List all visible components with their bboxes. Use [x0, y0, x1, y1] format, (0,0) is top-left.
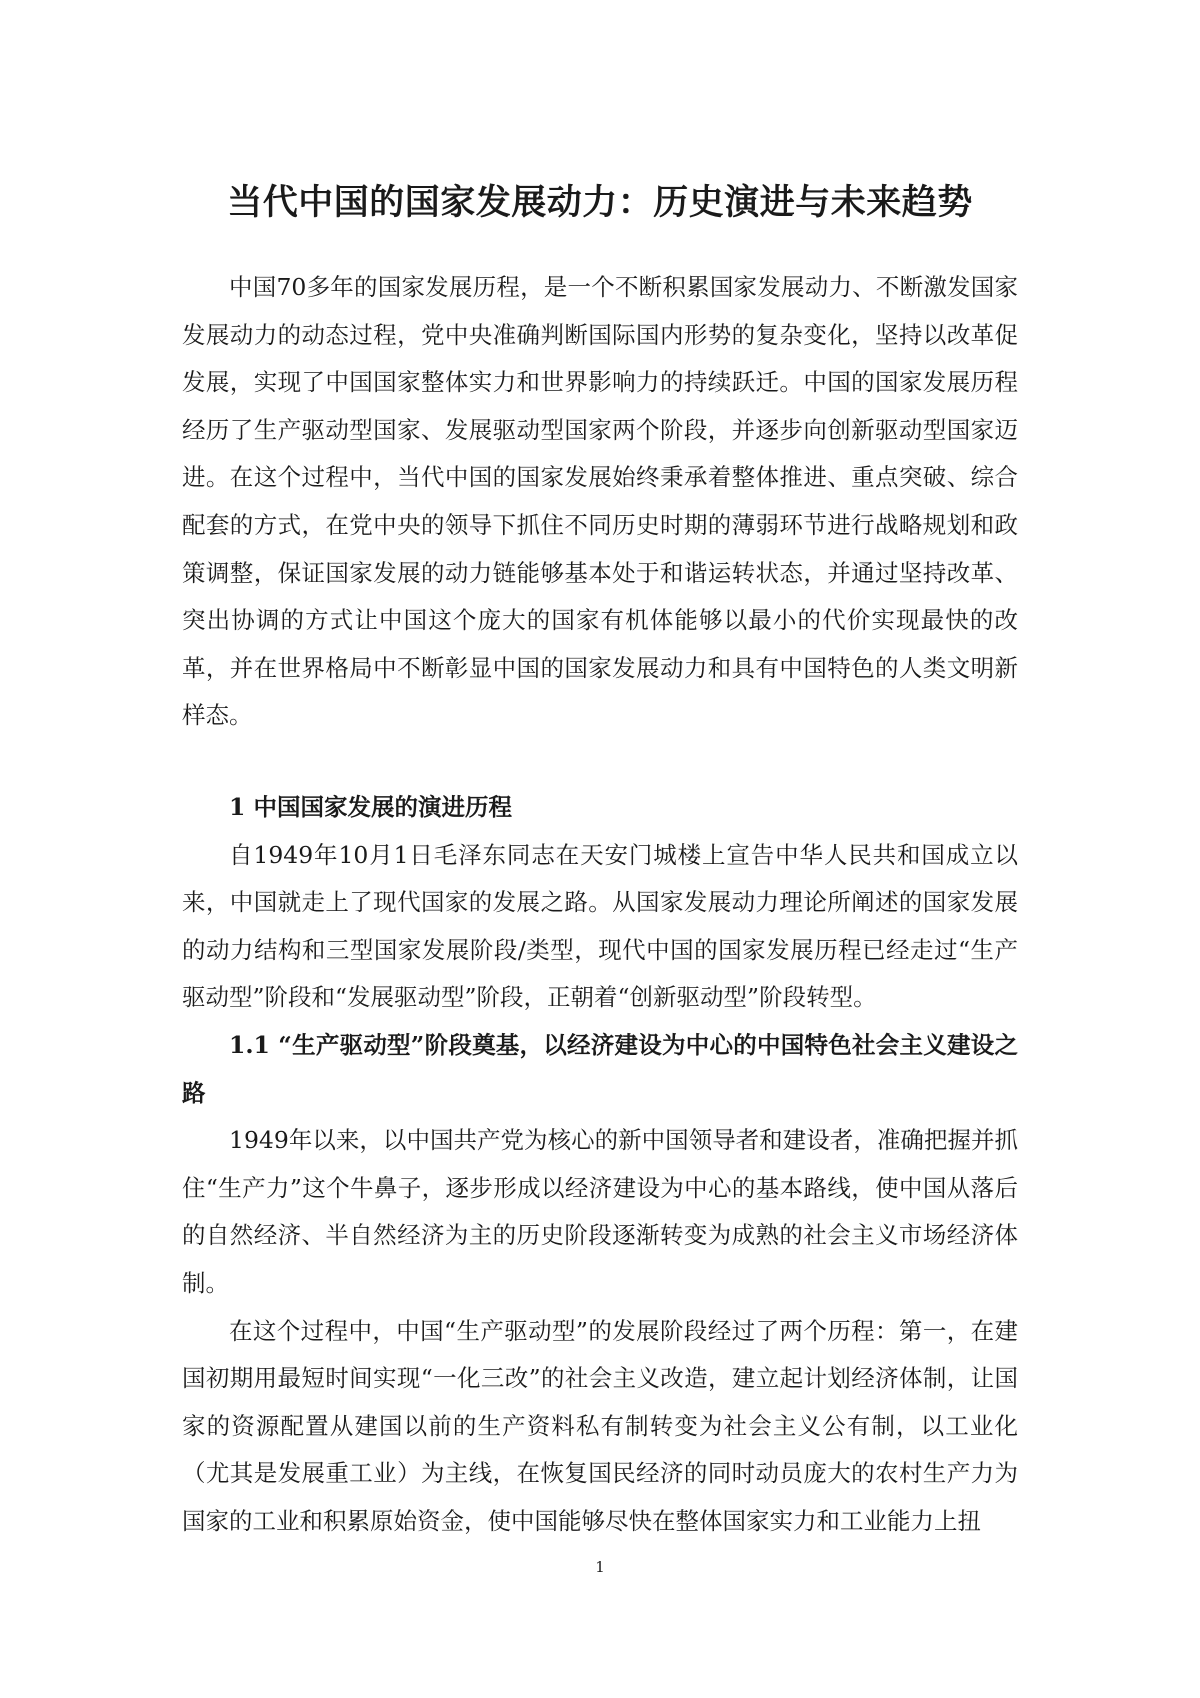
document-title: 当代中国的国家发展动力：历史演进与未来趋势 [227, 182, 973, 224]
page-number: 1 [595, 1558, 605, 1576]
intro-section [182, 264, 1018, 740]
section-1-1-paragraph-1: 1949年以来，以中国共产党为核心的新中国领导者和建设者，准确把握并抓住“生产力”这个牛鼻子，逐步形成以经济建设为中心的基本路线，使中国从落后的自然经济、半自然经济为主的历史阶段逐渐转变为成熟的社会主义市场经济体制。 [182, 1126, 1018, 1297]
section-1-paragraph: 自1949年10月1日毛泽东同志在天安门城楼上宣告中华人民共和国成立以来，中国就走上了现代国家的发展之路。从国家发展动力理论所阐述的国家发展的动力结构和三型国家发展阶段/类型，现代中国的国家发展历程已经走过“生产驱动型”阶段和“发展驱动型”阶段，正朝着“创新驱动型”阶段转型。 [182, 840, 1018, 1012]
section-1-1-paragraph-2: 在这个过程中，中国“生产驱动型”的发展阶段经过了两个历程：第一，在建国初期用最短时间实现“一化三改”的社会主义改造，建立起计划经济体制，让国家的资源配置从建国以前的生产资料私有制转变为社会主义公有制，以工业化（尤其是发展重工业）为主线，在恢复国民经济的同时动员庞大的农村生产力为国家的工业和积累原始资金，使中国能够尽快在整体国家实力和工业能力上扭 [182, 1316, 1018, 1535]
section-1-heading: 1 中国国家发展的演进历程 [229, 793, 513, 821]
section-1-1-heading: 1.1 “生产驱动型”阶段奠基，以经济建设为中心的中国特色社会主义建设之路 [182, 1030, 1018, 1107]
intro-paragraph: 中国70多年的国家发展历程，是一个不断积累国家发展动力、不断激发国家发展动力的动态过程，党中央准确判断国际国内形势的复杂变化，坚持以改革促发展，实现了中国国家整体实力和世界影响力的持续跃迁。中国的国家发展历程经历了生产驱动型国家、发展驱动型国家两个阶段，并逐步向创新驱动型国家迈进。在这个过程中，当代中国的国家发展始终秉承着整体推进、重点突破、综合配套的方式，在党中央的领导下抓住不同历史时期的薄弱环节进行战略规划和政策调整，保证国家发展的动力链能够基本处于和谐运转状态，并通过坚持改革、突出协调的方式让中国这个庞大的国家有机体能够以最小的代价实现最快的改革，并在世界格局中不断彰显中国的国家发展动力和具有中国特色的人类文明新样态。 [182, 273, 1018, 730]
section-1 [182, 784, 1018, 1546]
